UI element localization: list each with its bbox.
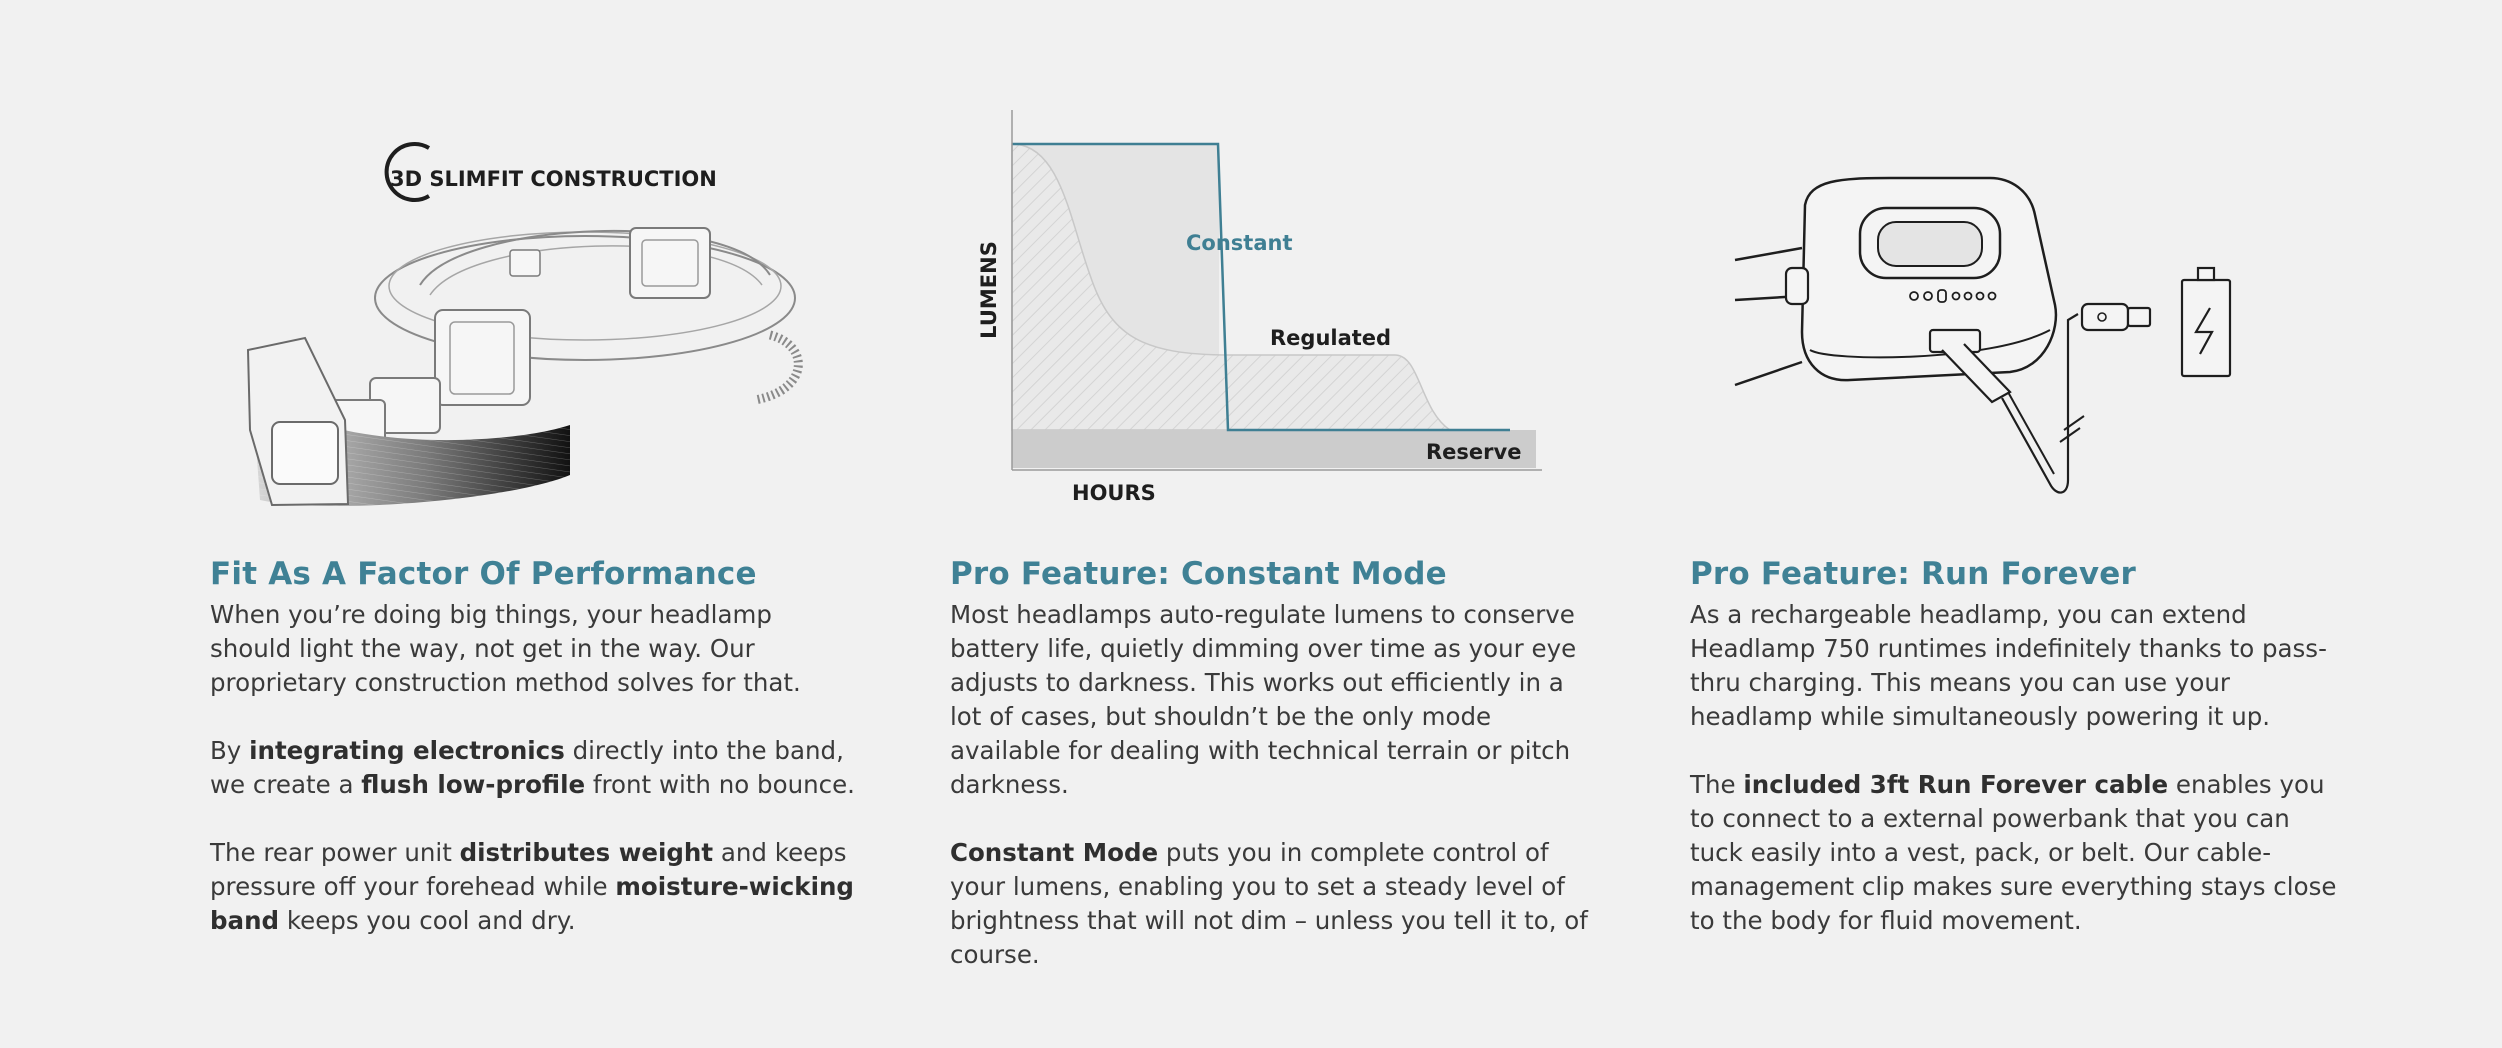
illustration-lumens-graph [950,100,1590,520]
y-axis-label: LUMENS [977,241,1001,339]
feature-column-run-forever [1690,0,2337,1048]
section-heading: Pro Feature: Run Forever [1690,556,2137,592]
illustration-charging [1690,100,2330,520]
text-run: puts you in complete control of your lumens, enabling you to set a steady level of brightness that will not dim – unless you tell it to, of course. [950,838,1588,969]
text-run: By [210,736,250,765]
badge-text: 3D SLIMFIT CONSTRUCTION [390,167,717,191]
section-heading: Pro Feature: Constant Mode [950,556,1447,592]
paragraph [210,734,860,802]
lumens-graph-icon [950,100,1590,520]
bold-text-run: moisture-wicking band [210,872,854,935]
text-run: and keeps pressure off your forehead while [210,838,847,901]
paragraph [1690,598,2340,734]
paragraph [950,598,1600,802]
bold-text-run: distributes weight [459,838,714,867]
headlamp-exploded-icon [210,100,850,520]
bold-text-run: integrating electronics [249,736,565,765]
regulated-label: Regulated [1270,326,1392,350]
feature-column-constant-mode [950,0,1590,1048]
reserve-label: Reserve [1426,440,1522,464]
feature-column-fit [210,0,855,1048]
paragraph [210,836,860,938]
paragraph [1690,768,2340,938]
section-body [950,598,1600,1006]
text-run: Most headlamps auto-regulate lumens to conserve battery life, quietly dimming over time as your eye adjusts to darkness. This works out efficiently in a lot of cases, but shouldn’t be the only mode available for dealing with technical terrain or pitch darkness. [950,600,1577,799]
constant-label: Constant [1186,231,1293,255]
paragraph [950,836,1600,972]
text-run: The [1690,770,1744,799]
battery-icon [2182,280,2230,376]
text-run: enables you to connect to a external powerbank that you can tuck easily into a vest, pack, or belt. Our cable-management clip makes sure everything stays close to the body for fluid movement. [1690,770,2337,935]
bold-text-run: Constant Mode [950,838,1159,867]
illustration-slimfit [210,100,850,520]
x-axis-label: HOURS [1072,481,1156,505]
text-run: As a rechargeable headlamp, you can extend Headlamp 750 runtimes indefinitely thanks to pass-thru charging. This means you can use your headlamp while simultaneously powering it up. [1690,600,2327,731]
text-run: directly into the band, we create a [210,736,844,799]
headlamp-charging-icon [1690,100,2330,520]
bold-text-run: flush low-profile [361,770,586,799]
section-body [1690,598,2340,972]
text-run: keeps you cool and dry. [279,906,576,935]
text-run: front with no bounce. [585,770,855,799]
section-body [210,598,860,972]
paragraph [210,598,860,700]
section-heading: Fit As A Factor Of Performance [210,556,757,592]
text-run: The rear power unit [210,838,460,867]
text-run: When you’re doing big things, your headlamp should light the way, not get in the way. Our proprietary construction method solves for that. [210,600,801,697]
bold-text-run: included 3ft Run Forever cable [1743,770,2169,799]
